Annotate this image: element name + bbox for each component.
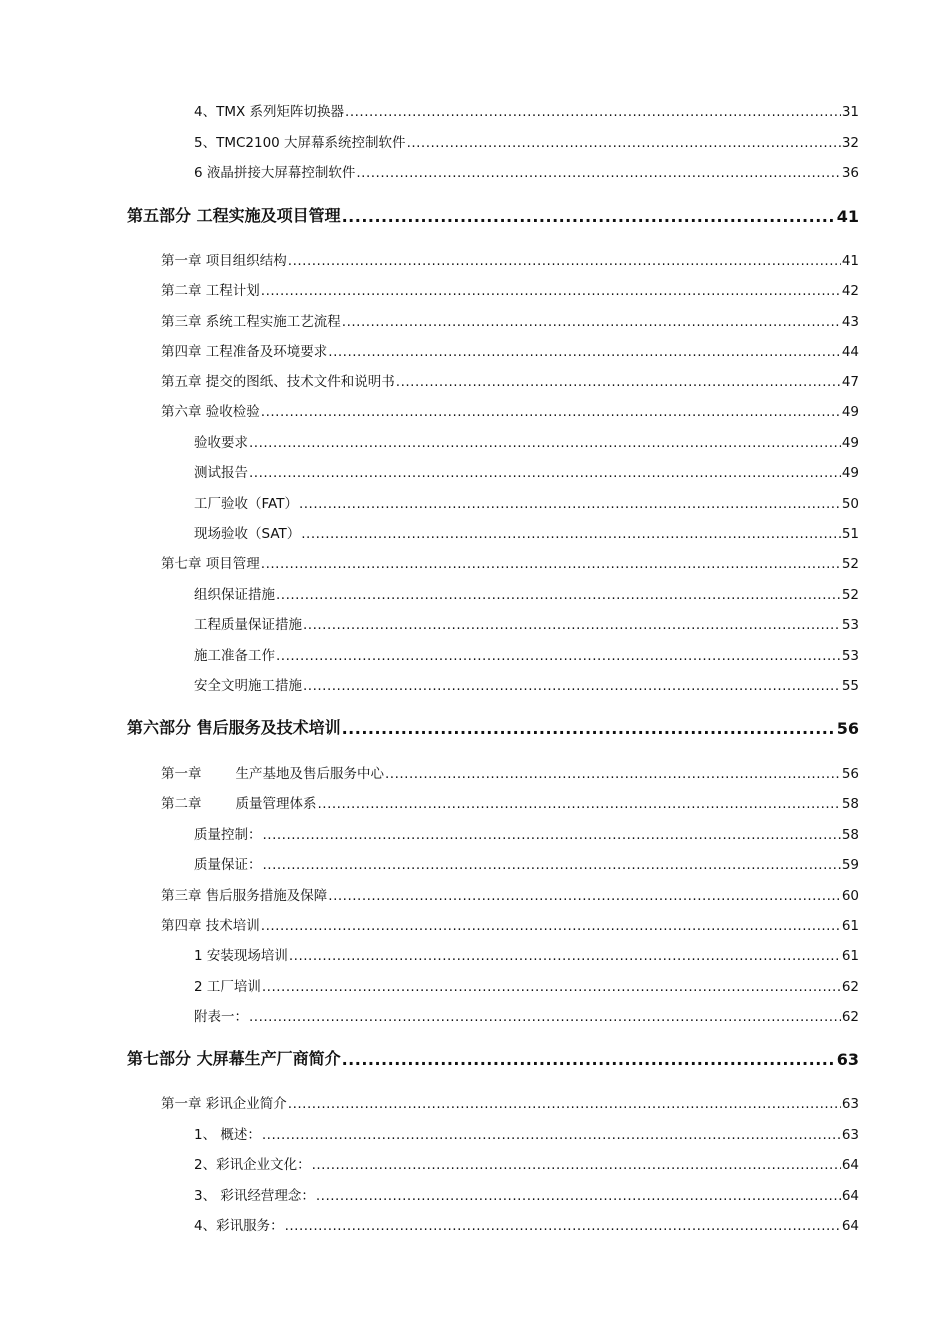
dot-leader bbox=[276, 648, 841, 664]
dot-leader bbox=[301, 526, 841, 542]
toc-entry[interactable] bbox=[194, 1184, 859, 1204]
toc-entry-label: 第四章 技术培训 bbox=[161, 918, 260, 934]
toc-entry-label: 质量控制： bbox=[194, 827, 262, 843]
dot-leader bbox=[328, 344, 841, 360]
toc-entry-page: 49 bbox=[841, 465, 859, 481]
dot-leader bbox=[299, 496, 841, 512]
dot-leader bbox=[342, 314, 841, 330]
toc-entry-label: 6 液晶拼接大屏幕控制软件 bbox=[194, 165, 356, 181]
toc-entry-label: 现场验收（SAT） bbox=[194, 526, 301, 542]
toc-entry-page: 41 bbox=[836, 207, 859, 226]
toc-entry[interactable] bbox=[161, 310, 859, 330]
toc-entry[interactable] bbox=[194, 131, 859, 151]
dot-leader bbox=[285, 1218, 841, 1234]
toc-entry-label: 4、TMX 系列矩阵切换器 bbox=[194, 104, 345, 120]
dot-leader bbox=[288, 1096, 841, 1112]
toc-entry-label: 第五部分 工程实施及项目管理 bbox=[127, 206, 341, 225]
dot-leader bbox=[261, 556, 841, 572]
toc-entry-page: 61 bbox=[841, 948, 859, 964]
dot-leader bbox=[249, 465, 841, 481]
toc-entry-page: 55 bbox=[841, 678, 859, 694]
dot-leader bbox=[289, 948, 841, 964]
toc-entry-label: 第三章 系统工程实施工艺流程 bbox=[161, 314, 341, 330]
toc-entry-page: 51 bbox=[841, 526, 859, 542]
toc-entry-page: 49 bbox=[841, 435, 859, 451]
toc-entry-page: 63 bbox=[836, 1050, 859, 1069]
dot-leader bbox=[262, 979, 841, 995]
toc-entry-page: 50 bbox=[841, 496, 859, 512]
toc-entry[interactable] bbox=[194, 674, 859, 694]
toc-entry-page: 59 bbox=[841, 857, 859, 873]
toc-entry-label: 第六部分 售后服务及技术培训 bbox=[127, 718, 341, 737]
toc-entry[interactable] bbox=[194, 823, 859, 843]
toc-entry[interactable] bbox=[161, 279, 859, 299]
toc-entry[interactable] bbox=[161, 552, 859, 572]
dot-leader bbox=[288, 253, 841, 269]
toc-entry-page: 62 bbox=[841, 1009, 859, 1025]
toc-chapter-number: 第二章 bbox=[161, 796, 202, 812]
toc-entry-label: 1、 概述： bbox=[194, 1127, 261, 1143]
toc-entry[interactable] bbox=[194, 583, 859, 603]
dot-leader bbox=[249, 1009, 841, 1025]
toc-entry-label: 第一章 彩讯企业简介 bbox=[161, 1096, 287, 1112]
toc-entry-label: 2、彩讯企业文化： bbox=[194, 1157, 311, 1173]
dot-leader bbox=[312, 1157, 841, 1173]
toc-chapter-number: 第一章 bbox=[161, 766, 202, 782]
toc-entry[interactable] bbox=[194, 1214, 859, 1234]
toc-entry[interactable] bbox=[161, 340, 859, 360]
toc-entry-label: 5、TMC2100 大屏幕系统控制软件 bbox=[194, 135, 406, 151]
toc-entry-page: 44 bbox=[841, 344, 859, 360]
toc-entry-label: 验收要求 bbox=[194, 435, 248, 451]
toc-part-heading[interactable] bbox=[127, 1046, 859, 1069]
toc-entry-page: 52 bbox=[841, 587, 859, 603]
dot-leader bbox=[261, 404, 841, 420]
toc-entry-label: 组织保证措施 bbox=[194, 587, 275, 603]
dot-leader bbox=[303, 617, 841, 633]
toc-entry-label: 第二章 工程计划 bbox=[161, 283, 260, 299]
dot-leader bbox=[303, 678, 841, 694]
toc-entry[interactable] bbox=[194, 492, 859, 512]
toc-entry[interactable] bbox=[194, 431, 859, 451]
toc-entry-label: 第七部分 大屏幕生产厂商简介 bbox=[127, 1049, 341, 1068]
toc-entry[interactable] bbox=[194, 644, 859, 664]
toc-entry[interactable] bbox=[194, 1005, 859, 1025]
toc-entry-page: 42 bbox=[841, 283, 859, 299]
toc-part-heading[interactable] bbox=[127, 203, 859, 226]
toc-entry-label bbox=[161, 762, 384, 782]
toc-chapter-title: 质量管理体系 bbox=[235, 796, 317, 812]
toc-entry-label: 安全文明施工措施 bbox=[194, 678, 302, 694]
toc-entry[interactable] bbox=[194, 944, 859, 964]
toc-entry[interactable] bbox=[161, 914, 859, 934]
toc-entry-label: 2 工厂培训 bbox=[194, 979, 261, 995]
toc-entry-label: 1 安装现场培训 bbox=[194, 948, 288, 964]
toc-entry[interactable] bbox=[194, 975, 859, 995]
dot-leader bbox=[407, 135, 841, 151]
dot-leader bbox=[328, 888, 841, 904]
toc-entry[interactable] bbox=[194, 853, 859, 873]
toc-entry-page: 49 bbox=[841, 404, 859, 420]
dot-leader bbox=[316, 1188, 841, 1204]
toc-entry-page: 63 bbox=[841, 1127, 859, 1143]
toc-entry[interactable] bbox=[161, 762, 859, 782]
toc-entry-page: 64 bbox=[841, 1188, 859, 1204]
toc-entry-page: 47 bbox=[841, 374, 859, 390]
toc-entry-label: 工程质量保证措施 bbox=[194, 617, 302, 633]
toc-entry-label: 施工准备工作 bbox=[194, 648, 275, 664]
dot-leader bbox=[342, 207, 836, 226]
toc-entry[interactable] bbox=[161, 370, 859, 390]
dot-leader bbox=[356, 165, 840, 181]
toc-entry-page: 52 bbox=[841, 556, 859, 572]
toc-entry-label: 第四章 工程准备及环境要求 bbox=[161, 344, 328, 360]
toc-entry-page: 36 bbox=[841, 165, 859, 181]
toc-entry[interactable] bbox=[161, 792, 859, 812]
toc-entry-page: 32 bbox=[841, 135, 859, 151]
toc-entry-page: 64 bbox=[841, 1218, 859, 1234]
toc-entry-page: 53 bbox=[841, 648, 859, 664]
toc-entry-label: 测试报告 bbox=[194, 465, 248, 481]
dot-leader bbox=[342, 1050, 836, 1069]
toc-entry-page: 63 bbox=[841, 1096, 859, 1112]
toc-entry[interactable] bbox=[194, 100, 859, 120]
dot-leader bbox=[385, 766, 841, 782]
toc-entry-label: 第七章 项目管理 bbox=[161, 556, 260, 572]
toc-entry-label: 第一章 项目组织结构 bbox=[161, 253, 287, 269]
toc-entry-label: 第三章 售后服务措施及保障 bbox=[161, 888, 328, 904]
dot-leader bbox=[262, 1127, 841, 1143]
toc-entry-page: 56 bbox=[836, 719, 859, 738]
toc-entry[interactable] bbox=[194, 1123, 859, 1143]
toc-entry[interactable] bbox=[194, 613, 859, 633]
toc-entry-page: 41 bbox=[841, 253, 859, 269]
dot-leader bbox=[396, 374, 841, 390]
dot-leader bbox=[345, 104, 841, 120]
dot-leader bbox=[249, 435, 841, 451]
toc-entry-label: 3、 彩讯经营理念： bbox=[194, 1188, 315, 1204]
toc-chapter-title: 生产基地及售后服务中心 bbox=[235, 766, 384, 782]
dot-leader bbox=[261, 918, 841, 934]
toc-entry[interactable] bbox=[161, 884, 859, 904]
toc-entry[interactable] bbox=[161, 1092, 859, 1112]
toc-entry-label: 工厂验收（FAT） bbox=[194, 496, 298, 512]
toc-entry[interactable] bbox=[161, 400, 859, 420]
toc-entry-page: 61 bbox=[841, 918, 859, 934]
toc-entry[interactable] bbox=[161, 249, 859, 269]
dot-leader bbox=[263, 827, 841, 843]
toc-part-heading[interactable] bbox=[127, 715, 859, 738]
toc-entry-label: 附表一： bbox=[194, 1009, 248, 1025]
toc-entry-page: 62 bbox=[841, 979, 859, 995]
toc-entry-label: 第六章 验收检验 bbox=[161, 404, 260, 420]
dot-leader bbox=[276, 587, 841, 603]
toc-entry-label bbox=[161, 792, 317, 812]
toc-entry-label: 质量保证： bbox=[194, 857, 262, 873]
dot-leader bbox=[318, 796, 841, 812]
dot-leader bbox=[261, 283, 841, 299]
toc-entry-page: 58 bbox=[841, 827, 859, 843]
toc-entry-page: 53 bbox=[841, 617, 859, 633]
toc-entry[interactable] bbox=[194, 161, 859, 181]
toc-entry-label: 4、彩讯服务： bbox=[194, 1218, 284, 1234]
toc-entry-label: 第五章 提交的图纸、技术文件和说明书 bbox=[161, 374, 395, 390]
toc-entry-page: 31 bbox=[841, 104, 859, 120]
toc-entry-page: 56 bbox=[841, 766, 859, 782]
toc-entry-page: 43 bbox=[841, 314, 859, 330]
toc-entry-page: 58 bbox=[841, 796, 859, 812]
toc-entry[interactable] bbox=[194, 1153, 859, 1173]
dot-leader bbox=[263, 857, 841, 873]
toc-entry[interactable] bbox=[194, 522, 859, 542]
toc-entry-page: 64 bbox=[841, 1157, 859, 1173]
toc-entry[interactable] bbox=[194, 461, 859, 481]
dot-leader bbox=[342, 719, 836, 738]
toc-entry-page: 60 bbox=[841, 888, 859, 904]
